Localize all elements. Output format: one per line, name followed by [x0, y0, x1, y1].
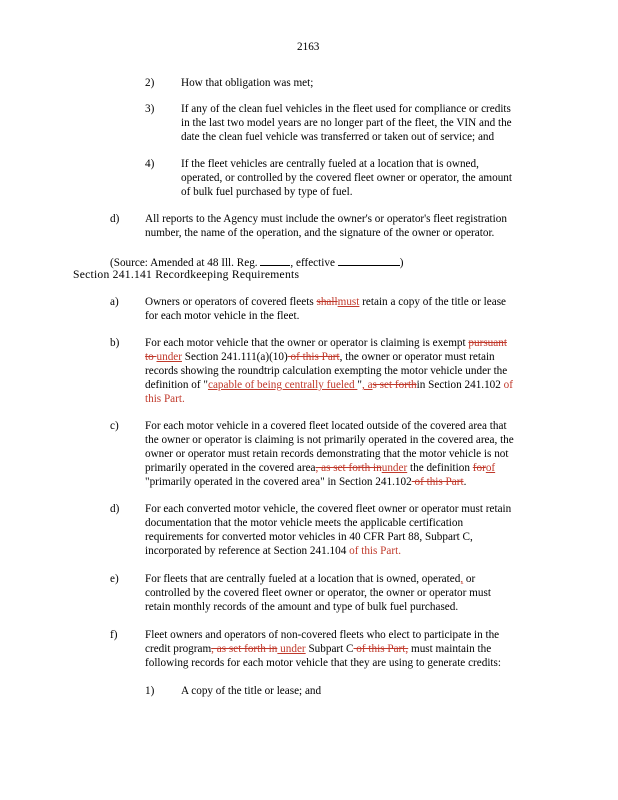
inserted-text: must — [337, 296, 360, 308]
inserted-text: under — [156, 351, 182, 363]
inserted-text: capable of being centrally fueled — [207, 379, 358, 391]
sec-a-line: for each motor vehicle in the fleet. — [145, 310, 300, 322]
page-number: 2163 — [297, 41, 320, 53]
sec-b-line: For each motor vehicle that the owner or operator is claiming is exempt pursuant — [145, 337, 507, 349]
sec-f-line: credit program, as set forth in under Subpart C of this Part, must maintain the — [145, 643, 492, 655]
item-3-line: If any of the clean fuel vehicles in the fleet used for compliance or credits — [181, 103, 511, 115]
added-text: of — [503, 379, 513, 391]
sec-b-line: definition of "capable of being centrally fueled ", as set forthin Section 241.102 of — [145, 379, 513, 391]
item-3-label: 3) — [145, 103, 155, 115]
item-d-label: d) — [110, 213, 120, 225]
item-4-line: If the fleet vehicles are centrally fueled at a location that is owned, — [181, 158, 479, 170]
sec-f-line: following records for each motor vehicle that they are using to generate credits: — [145, 657, 502, 669]
sec-e-line: controlled by the covered fleet owner or operator, the owner or operator must — [145, 587, 491, 599]
inserted-text: , — [460, 573, 464, 585]
item-d-line: number, the name of the operation, and the signature of the owner or operator. — [145, 227, 495, 239]
deleted-text: for — [472, 462, 486, 474]
sec-d-line: For each converted motor vehicle, the covered fleet owner or operator must retain — [145, 503, 512, 515]
deleted-text: of this Part — [411, 476, 464, 488]
sec-f-label: f) — [110, 629, 118, 641]
added-text: of this Part. — [349, 545, 401, 557]
item-2-label: 2) — [145, 77, 155, 89]
sec-a-label: a) — [110, 296, 119, 308]
sec-c-line: For each motor vehicle in a covered fleet located outside of the covered area that — [145, 420, 507, 432]
sec-b-line: records showing the roundtrip calculation exempting the motor vehicle under the — [145, 365, 508, 377]
sec-a-line: Owners or operators of covered fleets shallmust retain a copy of the title or lease — [145, 296, 507, 308]
section-heading: Section 241.141 Recordkeeping Requirements — [73, 268, 300, 281]
item-3-line: date the clean fuel vehicle was transferred or taken out of service; and — [181, 131, 495, 143]
item-4-line: of bulk fuel purchased by type of fuel. — [181, 186, 353, 198]
sec-d-line: requirements for converted motor vehicles in 40 CFR Part 88, Subpart C, — [145, 531, 473, 543]
sec-c-line: the owner or operator is claiming is not primarily operated in the covered area, the — [145, 434, 514, 446]
deleted-text: , as set forth in — [315, 462, 382, 474]
sec-e-line: For fleets that are centrally fueled at a location that is owned, operated, or — [145, 573, 476, 585]
deleted-text: of this Part — [287, 351, 340, 363]
sec-e-line: retain monthly records of the amount and type of bulk fuel purchased. — [145, 601, 459, 613]
sec-c-label: c) — [110, 420, 119, 432]
sub-1-text: A copy of the title or lease; and — [181, 685, 322, 697]
item-4-line: operated, or controlled by the covered fleet owner or operator, the amount — [181, 172, 513, 184]
deleted-text: , as set forth in — [211, 643, 278, 655]
inserted-text: of — [485, 462, 496, 474]
added-text: this Part. — [145, 393, 185, 405]
sec-c-line: owner or operator must retain records demonstrating that the motor vehicle is not — [145, 448, 509, 460]
sec-e-label: e) — [110, 573, 119, 585]
item-4-label: 4) — [145, 158, 155, 170]
inserted-text: under — [277, 643, 306, 655]
sec-b-label: b) — [110, 337, 120, 349]
sub-1-label: 1) — [145, 685, 155, 697]
deleted-text: shall — [316, 296, 338, 308]
source-note: (Source: Amended at 48 Ill. Reg. , effective ) — [110, 257, 404, 269]
deleted-text: s set forth — [372, 379, 417, 391]
deleted-text: of this Part, — [353, 643, 409, 655]
sec-b-line — [145, 393, 185, 407]
sec-c-line: primarily operated in the covered area, as set forth inunder the definition forof — [145, 462, 496, 474]
deleted-text: pursuant — [468, 337, 507, 349]
sec-f-line: Fleet owners and operators of non-covered fleets who elect to participate in the — [145, 629, 500, 641]
sec-d-line: documentation that the motor vehicle meets the applicable certification — [145, 517, 464, 529]
item-d-line: All reports to the Agency must include the owner's or operator's fleet registration — [145, 213, 507, 225]
item-2-text: How that obligation was met; — [181, 77, 314, 89]
item-3-line: in the last two model years are no longer part of the fleet, the VIN and the — [181, 117, 512, 129]
inserted-text: , a — [361, 379, 373, 391]
sec-b-line: to under Section 241.111(a)(10) of this Part, the owner or operator must retain — [145, 351, 495, 363]
sec-d-line: incorporated by reference at Section 241.104 of this Part. — [145, 545, 401, 557]
deleted-text: to — [145, 351, 157, 363]
inserted-text: under — [381, 462, 408, 474]
sec-d-label: d) — [110, 503, 120, 515]
sec-c-line: "primarily operated in the covered area" in Section 241.102 of this Part. — [145, 476, 467, 488]
